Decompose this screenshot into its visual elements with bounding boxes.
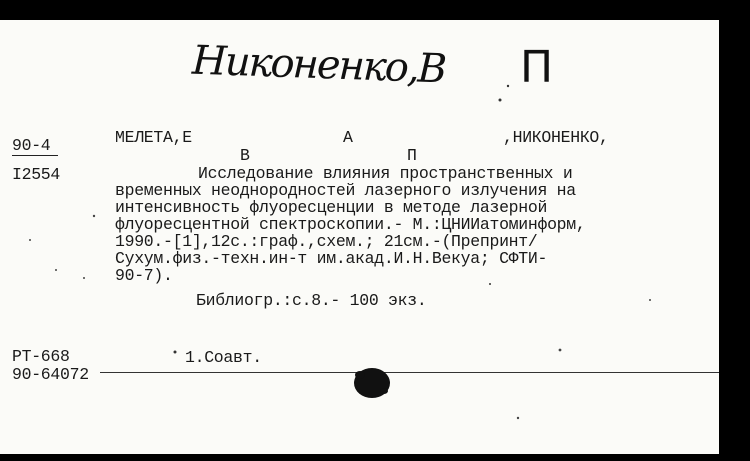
description-line: 1990.-[1],12с.:граф.,схем.; 21см.-(Препринт/ xyxy=(115,232,538,251)
description-line: 90-7). xyxy=(115,266,173,285)
tracing-entry: 1.Соавт. xyxy=(185,348,262,367)
description-line: флуоресцентной спектроскопии.- М.:ЦНИИатоминформ, xyxy=(115,215,586,234)
classification-code: РТ-668 xyxy=(12,347,70,366)
registration-code: 90-64072 xyxy=(12,365,89,384)
bibliography-note: Библиогр.:с.8.- 100 экз. xyxy=(196,291,427,310)
description-line: Сухум.физ.-техн.ин-т им.акад.И.Н.Векуа; СФТИ- xyxy=(115,249,548,268)
catalog-card xyxy=(0,20,719,454)
initial-first: В xyxy=(240,146,250,165)
scan-border xyxy=(719,0,750,461)
inventory-number: I2554 xyxy=(12,165,61,184)
description-line: временных неоднородностей лазерного излучения на xyxy=(115,181,576,200)
author-first: МЕЛЕТА,Е xyxy=(115,128,192,147)
author-first-patronymic: А xyxy=(343,128,353,147)
author-second: ,НИКОНЕНКО, xyxy=(503,128,609,147)
initial-second: П xyxy=(407,146,417,165)
ruled-line xyxy=(100,372,719,373)
description-line: интенсивность флуоресценции в методе лазерной xyxy=(115,198,548,217)
handwritten-name: Никоненко,В xyxy=(191,37,446,93)
description-line: Исследование влияния пространственных и xyxy=(198,164,573,183)
shelf-mark-underline xyxy=(12,155,58,156)
handwritten-patronymic: П xyxy=(520,42,554,93)
ink-blot xyxy=(350,363,394,403)
shelf-mark: 90-4 xyxy=(12,136,51,155)
